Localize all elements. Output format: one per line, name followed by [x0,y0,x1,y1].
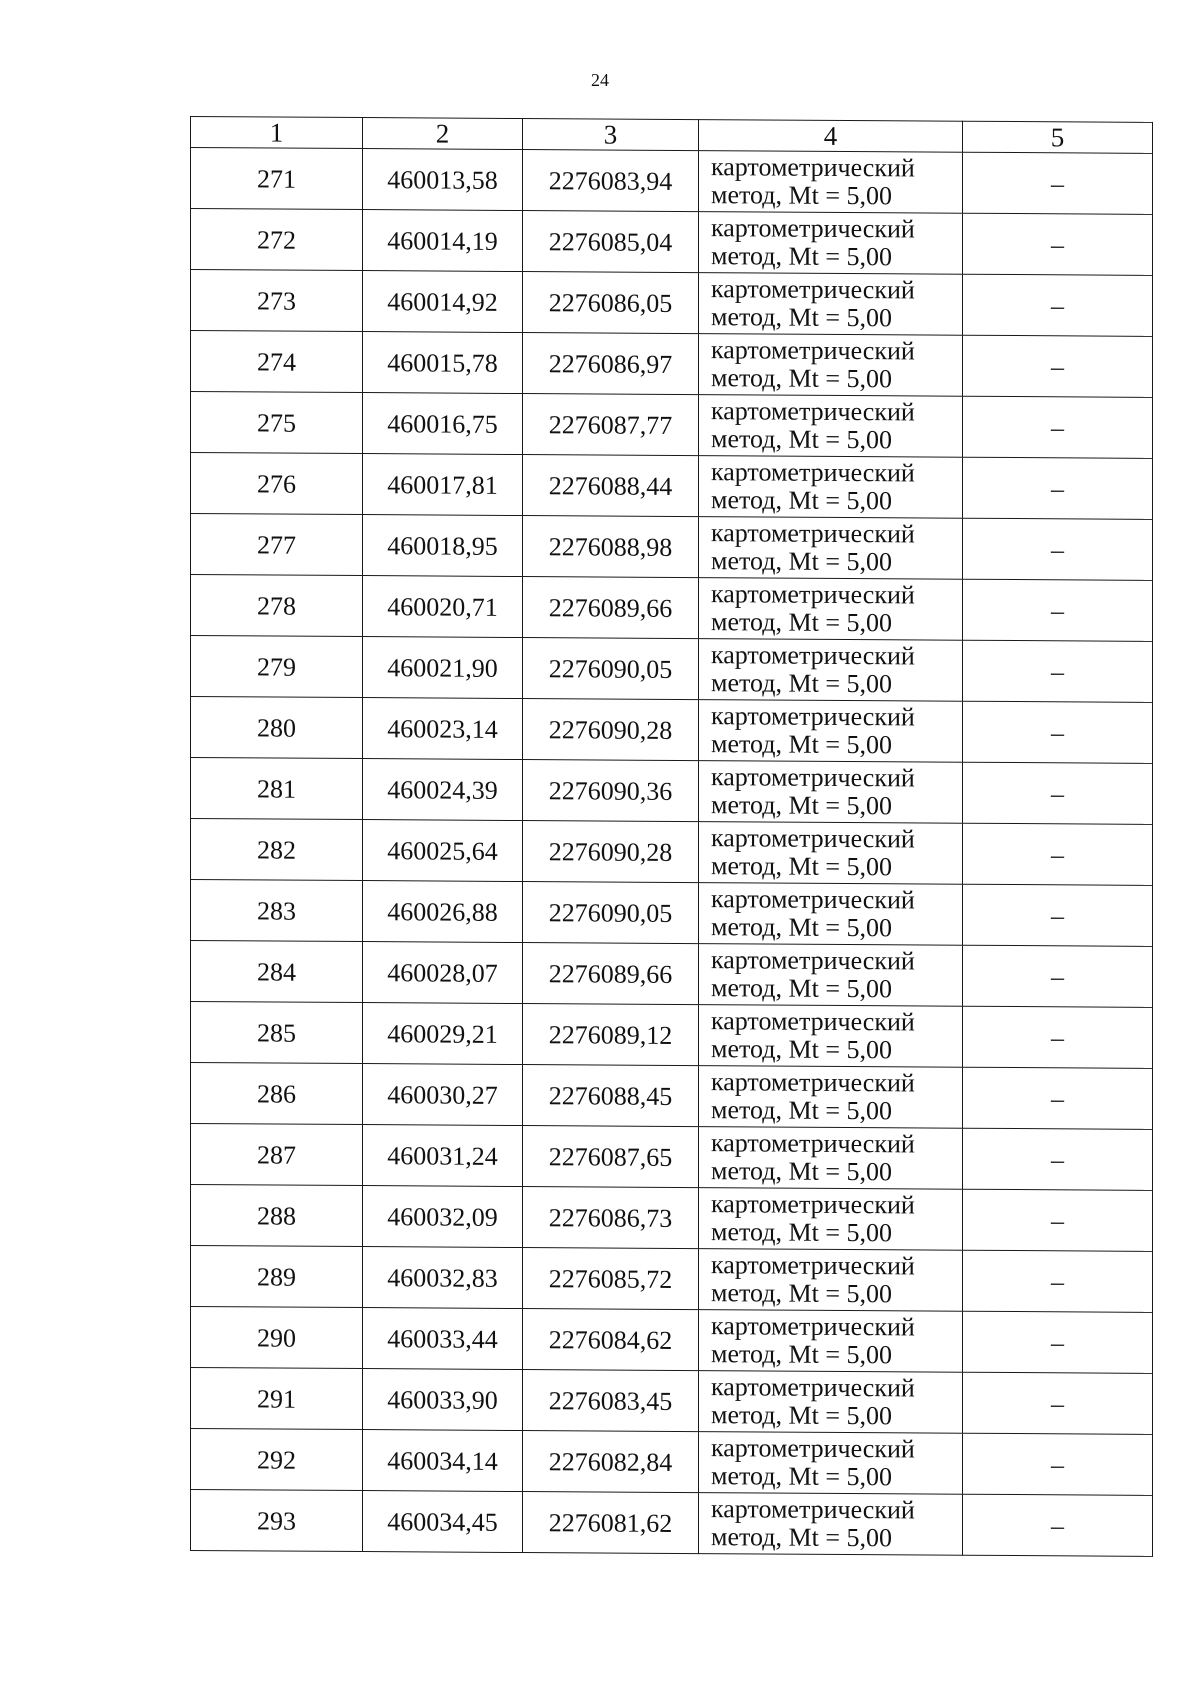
table-row [191,270,1153,337]
note-dash: – [1051,961,1064,991]
note-cell [963,945,1153,1007]
y-coordinate-cell: 2276089,12 [523,1004,699,1066]
method-accuracy: метод, Mt = 5,00 [711,912,892,943]
x-coordinate-cell: 460031,24 [363,1125,523,1187]
method-accuracy: метод, Mt = 5,00 [711,546,892,577]
method-accuracy: метод, Mt = 5,00 [711,973,892,1004]
point-number-cell: 282 [191,819,363,881]
method-name: картометрический [711,823,915,854]
method-name: картометрический [711,152,915,183]
method-name: картометрический [711,396,915,427]
note-dash: – [1051,778,1064,808]
note-cell [963,152,1153,214]
page-number: 24 [591,70,609,90]
method-accuracy: метод, Mt = 5,00 [711,1156,892,1187]
table-row [191,392,1153,459]
note-dash: – [1051,1510,1064,1540]
method-name: картометрический [711,518,915,549]
method-cell [699,1005,963,1068]
point-number-cell: 285 [191,1002,363,1064]
y-coordinate-cell: 2276087,65 [523,1126,699,1188]
table-row [191,1307,1153,1374]
x-coordinate-cell: 460014,19 [363,210,523,272]
method-name: картометрический [711,213,915,244]
method-name: картометрический [711,640,915,671]
point-number-cell: 290 [191,1307,363,1369]
method-cell [699,639,963,702]
method-name: картометрический [711,335,915,366]
x-coordinate-cell: 460020,71 [363,576,523,638]
method-accuracy: метод, Mt = 5,00 [711,1034,892,1065]
note-dash: – [1051,1449,1064,1479]
table-row [191,1246,1153,1313]
table-row [191,331,1153,398]
note-cell [963,213,1153,275]
x-coordinate-cell: 460025,64 [363,820,523,882]
point-number-cell: 272 [191,209,363,271]
y-coordinate-cell: 2276090,05 [523,882,699,944]
note-dash: – [1051,1266,1064,1296]
y-coordinate-cell: 2276083,45 [523,1370,699,1432]
note-dash: – [1051,168,1064,198]
method-name: картометрический [711,1250,915,1281]
x-coordinate-cell: 460028,07 [363,942,523,1004]
note-dash: – [1051,534,1064,564]
note-cell [963,1494,1153,1556]
method-cell [699,1371,963,1434]
method-accuracy: метод, Mt = 5,00 [711,1095,892,1126]
method-accuracy: метод, Mt = 5,00 [711,1278,892,1309]
note-cell [963,762,1153,824]
method-name: картометрический [711,701,915,732]
table-row [191,514,1153,581]
method-cell [699,395,963,458]
method-name: картометрический [711,1494,915,1525]
y-coordinate-cell: 2276084,62 [523,1309,699,1371]
note-cell [963,1311,1153,1373]
x-coordinate-cell: 460015,78 [363,332,523,394]
x-coordinate-cell: 460024,39 [363,759,523,821]
y-coordinate-cell: 2276086,73 [523,1187,699,1249]
note-dash: – [1051,1388,1064,1418]
note-cell [963,579,1153,641]
table-row [191,1124,1153,1191]
method-cell [699,1188,963,1251]
x-coordinate-cell: 460026,88 [363,881,523,943]
y-coordinate-cell: 2276090,36 [523,760,699,822]
y-coordinate-cell: 2276085,72 [523,1248,699,1310]
table-row [191,209,1153,276]
table-row [191,941,1153,1008]
method-name: картометрический [711,1128,915,1159]
point-number-cell: 280 [191,697,363,759]
point-number-cell: 284 [191,941,363,1003]
table-row [191,1368,1153,1435]
method-accuracy: метод, Mt = 5,00 [711,607,892,638]
table-row [191,819,1153,886]
note-cell [963,518,1153,580]
point-number-cell: 293 [191,1490,363,1552]
point-number-cell: 287 [191,1124,363,1186]
x-coordinate-cell: 460021,90 [363,637,523,699]
method-cell [699,456,963,519]
note-cell [963,1006,1153,1068]
point-number-cell: 276 [191,453,363,515]
y-coordinate-cell: 2276089,66 [523,577,699,639]
note-dash: – [1051,839,1064,869]
y-coordinate-cell: 2276089,66 [523,943,699,1005]
note-dash: – [1051,595,1064,625]
method-cell [699,700,963,763]
method-name: картометрический [711,1006,915,1037]
table-row [191,453,1153,520]
method-cell [699,517,963,580]
method-accuracy: метод, Mt = 5,00 [711,1400,892,1431]
note-cell [963,1128,1153,1190]
x-coordinate-cell: 460033,90 [363,1369,523,1431]
table-row [191,636,1153,703]
y-coordinate-cell: 2276085,04 [523,211,699,273]
method-accuracy: метод, Mt = 5,00 [711,1522,892,1553]
note-cell [963,274,1153,336]
note-dash: – [1051,1327,1064,1357]
x-coordinate-cell: 460032,09 [363,1186,523,1248]
note-cell [963,701,1153,763]
note-cell [963,1189,1153,1251]
y-coordinate-cell: 2276090,28 [523,699,699,761]
x-coordinate-cell: 460029,21 [363,1003,523,1065]
method-name: картометрический [711,457,915,488]
method-accuracy: метод, Mt = 5,00 [711,180,892,211]
x-coordinate-cell: 460034,14 [363,1430,523,1492]
note-cell [963,884,1153,946]
method-cell [699,578,963,641]
point-number-cell: 291 [191,1368,363,1430]
x-coordinate-cell: 460014,92 [363,271,523,333]
note-dash: – [1051,1205,1064,1235]
table-row [191,697,1153,764]
note-cell [963,1372,1153,1434]
coordinates-table [190,116,1153,1557]
point-number-cell: 273 [191,270,363,332]
table-row [191,1429,1153,1496]
note-dash: – [1051,717,1064,747]
method-name: картометрический [711,274,915,305]
table-body [191,148,1153,1557]
y-coordinate-cell: 2276090,05 [523,638,699,700]
method-cell [699,1127,963,1190]
point-number-cell: 288 [191,1185,363,1247]
x-coordinate-cell: 460018,95 [363,515,523,577]
point-number-cell: 283 [191,880,363,942]
point-number-cell: 292 [191,1429,363,1491]
point-number-cell: 286 [191,1063,363,1125]
method-name: картометрический [711,1067,915,1098]
column-header: 5 [963,121,1153,153]
method-cell [699,944,963,1007]
method-accuracy: метод, Mt = 5,00 [711,790,892,821]
method-name: картометрический [711,1372,915,1403]
point-number-cell: 281 [191,758,363,820]
note-dash: – [1051,473,1064,503]
method-accuracy: метод, Mt = 5,00 [711,729,892,760]
x-coordinate-cell: 460016,75 [363,393,523,455]
method-accuracy: метод, Mt = 5,00 [711,424,892,455]
table-row [191,1185,1153,1252]
method-cell [699,761,963,824]
method-cell [699,334,963,397]
y-coordinate-cell: 2276086,05 [523,272,699,334]
x-coordinate-cell: 460013,58 [363,149,523,211]
table-row [191,880,1153,947]
y-coordinate-cell: 2276088,45 [523,1065,699,1127]
method-cell [699,822,963,885]
x-coordinate-cell: 460034,45 [363,1491,523,1553]
column-header: 3 [523,119,699,151]
method-accuracy: метод, Mt = 5,00 [711,851,892,882]
method-cell [699,883,963,946]
table-row [191,758,1153,825]
method-cell [699,1310,963,1373]
method-accuracy: метод, Mt = 5,00 [711,302,892,333]
method-name: картометрический [711,762,915,793]
method-name: картометрический [711,945,915,976]
method-cell [699,1066,963,1129]
note-dash: – [1051,412,1064,442]
y-coordinate-cell: 2276088,44 [523,455,699,517]
note-cell [963,457,1153,519]
method-cell [699,151,963,214]
point-number-cell: 277 [191,514,363,576]
table-row [191,1063,1153,1130]
x-coordinate-cell: 460030,27 [363,1064,523,1126]
point-number-cell: 271 [191,148,363,210]
method-name: картометрический [711,1433,915,1464]
point-number-cell: 279 [191,636,363,698]
note-cell [963,1067,1153,1129]
method-cell [699,1432,963,1495]
method-name: картометрический [711,884,915,915]
method-accuracy: метод, Mt = 5,00 [711,485,892,516]
column-header: 4 [699,120,963,153]
x-coordinate-cell: 460033,44 [363,1308,523,1370]
table-row [191,1002,1153,1069]
column-header: 2 [363,118,523,150]
y-coordinate-cell: 2276087,77 [523,394,699,456]
x-coordinate-cell: 460023,14 [363,698,523,760]
note-dash: – [1051,1144,1064,1174]
note-dash: – [1051,656,1064,686]
note-dash: – [1051,351,1064,381]
method-cell [699,1493,963,1556]
note-cell [963,1250,1153,1312]
y-coordinate-cell: 2276081,62 [523,1492,699,1554]
y-coordinate-cell: 2276088,98 [523,516,699,578]
y-coordinate-cell: 2276083,94 [523,150,699,212]
note-dash: – [1051,290,1064,320]
method-cell [699,273,963,336]
method-accuracy: метод, Mt = 5,00 [711,241,892,272]
method-name: картометрический [711,1311,915,1342]
point-number-cell: 275 [191,392,363,454]
method-accuracy: метод, Mt = 5,00 [711,1339,892,1370]
y-coordinate-cell: 2276090,28 [523,821,699,883]
point-number-cell: 289 [191,1246,363,1308]
table-row [191,1490,1153,1557]
table-row [191,575,1153,642]
method-cell [699,1249,963,1312]
y-coordinate-cell: 2276086,97 [523,333,699,395]
note-cell [963,335,1153,397]
method-accuracy: метод, Mt = 5,00 [711,668,892,699]
note-dash: – [1051,900,1064,930]
note-cell [963,1433,1153,1495]
point-number-cell: 278 [191,575,363,637]
method-accuracy: метод, Mt = 5,00 [711,1461,892,1492]
note-dash: – [1051,1022,1064,1052]
method-accuracy: метод, Mt = 5,00 [711,363,892,394]
note-cell [963,823,1153,885]
table-row [191,148,1153,215]
x-coordinate-cell: 460032,83 [363,1247,523,1309]
point-number-cell: 274 [191,331,363,393]
method-accuracy: метод, Mt = 5,00 [711,1217,892,1248]
method-name: картометрический [711,1189,915,1220]
method-cell [699,212,963,275]
column-header: 1 [191,117,363,149]
x-coordinate-cell: 460017,81 [363,454,523,516]
note-dash: – [1051,1083,1064,1113]
y-coordinate-cell: 2276082,84 [523,1431,699,1493]
note-dash: – [1051,229,1064,259]
method-name: картометрический [711,579,915,610]
note-cell [963,396,1153,458]
note-cell [963,640,1153,702]
